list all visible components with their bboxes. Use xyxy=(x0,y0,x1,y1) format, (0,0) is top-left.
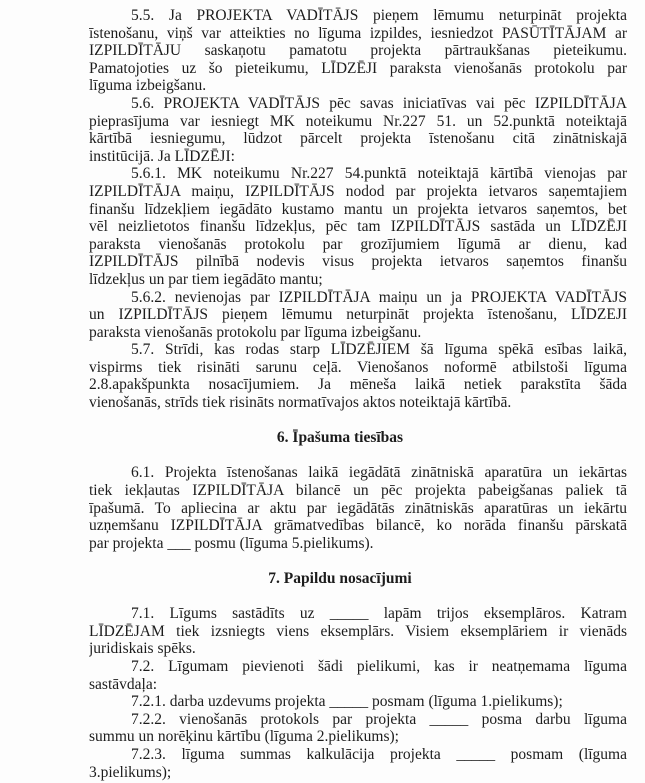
clause-7-1 xyxy=(89,605,627,658)
text-line: paraksta vienošanās protokolu par līguma izbeigšanu. xyxy=(89,323,422,341)
text-line: 7.2.2. vienošanās protokols par projekta _____ posma darbu līguma xyxy=(131,710,627,728)
text-line: 3.pielikums); xyxy=(89,763,172,781)
text-line: 2.8.apakšpunkta nosacījumiem. Ja mēneša laikā netiek parakstīta šāda xyxy=(89,376,627,394)
document-body xyxy=(89,7,627,781)
text-line: tiek iekļautas IZPILDĪTĀJA bilancē un pēc projekta pabeigšanas paliek tā xyxy=(89,482,627,500)
text-line: kārtībā iesniegumu, lūdzot pārcelt projekta īstenošanu citā zinātniskajā xyxy=(89,130,627,148)
clause-5-6 xyxy=(89,95,627,165)
clause-5-6-1 xyxy=(89,165,627,288)
text-line: 5.6.1. MK noteikumu Nr.227 54.punktā noteiktajā kārtībā vienojas par xyxy=(131,165,627,183)
text-line: finanšu līdzekļiem iegādāto kustamo mantu un projekta ietvaros saņemtos, bet xyxy=(89,200,627,218)
text-line: līdzekļus un par tiem iegādāto mantu; xyxy=(89,270,323,288)
clause-5-7 xyxy=(89,341,627,411)
text-line: un IZPILDĪTĀJS pieņem lēmumu neturpināt projekta īstenošanu, LĪDZEJI xyxy=(89,306,627,324)
text-line: 5.6. PROJEKTA VADĪTĀJS pēc savas iniciatīvas vai pēc IZPILDĪTĀJA xyxy=(131,94,627,112)
text-line: īpašumā. To apliecina ar aktu par iegādātās zinātniskās aparatūras un iekārtu xyxy=(89,499,627,517)
text-line: LĪDZĒJAM tiek izsniegts viens eksemplārs. Visiem eksemplāriem ir vienāds xyxy=(89,622,627,640)
text-line: pieprasījuma var iesniegt MK noteikumu Nr.227 51. un 52.punktā noteiktajā xyxy=(89,112,627,130)
clause-5-6-2 xyxy=(89,289,627,342)
text-line: vispirms tiek risināti sarunu ceļā. Vienošanos noformē atbilstoši līguma xyxy=(89,358,627,376)
text-line: 6.1. Projekta īstenošanas laikā iegādātā zinātniskā aparatūra un iekārtas xyxy=(131,464,627,482)
text-line: vēl neizlietotos finanšu līdzekļus, pēc tam IZPILDĪTĀJS sastāda un LĪDZĒJI xyxy=(89,218,627,236)
text-line: Pamatojoties uz šo pieteikumu, LĪDZĒJI paraksta vienošanās protokolu par xyxy=(89,59,627,77)
text-line: sastāvdaļa: xyxy=(89,675,158,693)
text-line: 5.6.2. nevienojas par IZPILDĪTĀJA maiņu un ja PROJEKTA VADĪTĀJS xyxy=(131,288,627,306)
clause-7-2 xyxy=(89,658,627,693)
text-line: 7.1. Līgums sastādīts uz _____ lapām trijos eksemplāros. Katram xyxy=(131,605,627,623)
text-line: vienošanās, strīds tiek risināts normatīvajos aktos noteiktajā kārtībā. xyxy=(89,394,512,412)
text-line: 7.2. Līgumam pievienoti šādi pielikumi, kas ir neatņemama līguma xyxy=(131,657,627,675)
clause-7-2-3 xyxy=(89,746,627,781)
text-line: par projekta ___ posmu (līguma 5.pielikums). xyxy=(89,534,374,552)
section-heading-6: 6. Īpašuma tiesības xyxy=(276,429,404,447)
text-line: līguma izbeigšanu. xyxy=(89,77,207,95)
clause-7-2-2 xyxy=(89,711,627,746)
text-line: summu un norēķinu kārtību (līguma 2.pielikums); xyxy=(89,728,399,746)
text-line: 5.5. Ja PROJEKTA VADĪTĀJS pieņem lēmumu neturpināt projekta xyxy=(131,7,627,24)
text-line: īstenošanu, viņš var atteikties no līguma izpildes, iesniedzot PASŪTĪTĀJAM ar xyxy=(89,24,627,42)
text-line: uzņemšanu IZPILDĪTĀJA grāmatvedības bilancē, ko norāda finanšu pārskatā xyxy=(89,517,627,535)
text-line: institūcijā. Ja LĪDZĒJI: xyxy=(89,147,235,165)
text-line: juridiskais spēks. xyxy=(89,640,196,658)
clause-6-1 xyxy=(89,464,627,552)
text-line: 7.2.3. līguma summas kalkulācija projekta _____ posmam (līguma xyxy=(131,745,627,763)
text-line: 5.7. Strīdi, kas rodas starp LĪDZĒJIEM šā līguma spēkā esības laikā, xyxy=(131,341,627,359)
text-line: IZPILDĪTĀJU saskaņotu pamatotu projekta pārtraukšanas pieteikumu. xyxy=(89,42,627,60)
clause-7-2-1 xyxy=(89,693,627,711)
text-line: IZPILDĪTĀJS pilnībā nodevis visus projekta ietvaros saņemtos finanšu xyxy=(89,253,627,271)
clause-5-5 xyxy=(89,7,627,95)
section-heading-7: 7. Papildu nosacījumi xyxy=(268,570,412,587)
text-line: paraksta vienošanās protokolu par grozījumiem līgumā ar dienu, kad xyxy=(89,235,627,253)
text-line: 7.2.1. darba uzdevums projekta _____ posmam (līguma 1.pielikums); xyxy=(131,693,563,711)
text-line: IZPILDĪTĀJA maiņu, IZPILDĪTĀJS nodod par projekta ietvaros saņemtajiem xyxy=(89,182,627,200)
